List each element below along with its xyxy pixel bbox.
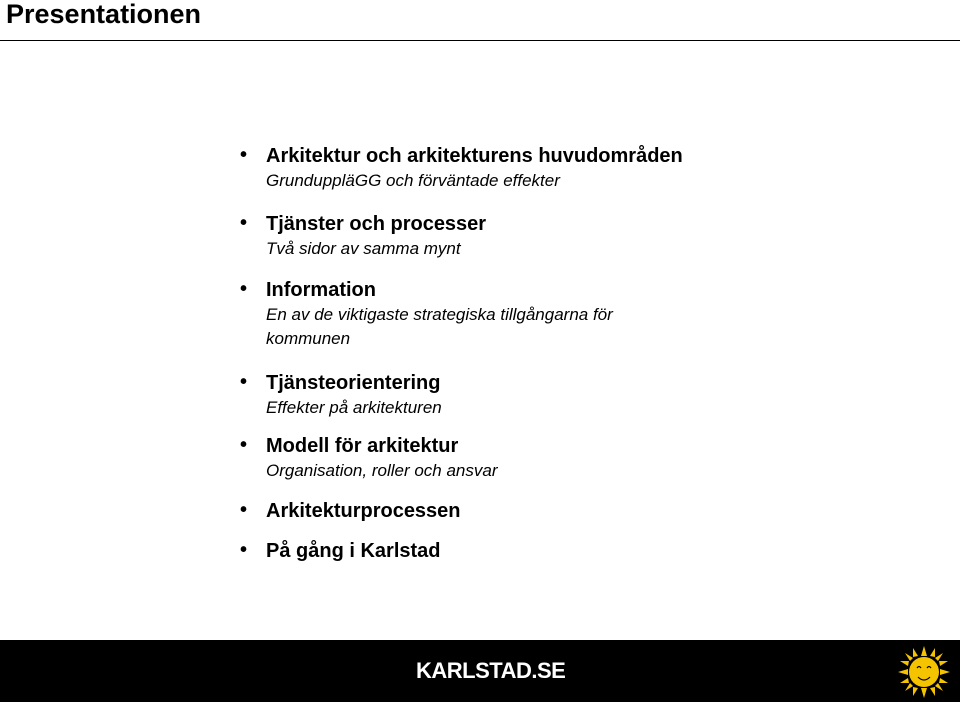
bullet-icon: • [240, 278, 248, 300]
list-item [240, 539, 880, 569]
item-subtext: GrunduppläGG och förväntade effekter [266, 171, 560, 190]
footer-bar [0, 640, 960, 702]
bullet-icon: • [240, 499, 248, 521]
item-heading: Arkitekturprocessen [266, 500, 461, 522]
bullet-icon: • [240, 371, 248, 393]
title-divider [0, 40, 960, 41]
item-heading: Information [266, 279, 376, 301]
item-subtext: En av de viktigaste strategiska tillgångarna för kommunen [266, 305, 613, 348]
footer-brand-link[interactable]: KARLSTAD.SE [416, 658, 566, 683]
list-item [240, 144, 880, 212]
item-subtext: Effekter på arkitekturen [266, 398, 442, 417]
bullet-icon: • [240, 212, 248, 234]
list-item [240, 371, 880, 434]
item-subtext: Två sidor av samma mynt [266, 239, 461, 258]
sun-logo-icon [896, 644, 952, 700]
item-heading: Tjänster och processer [266, 213, 487, 235]
bullet-icon: • [240, 144, 248, 166]
list-item [240, 278, 880, 371]
item-heading: Modell för arkitektur [266, 435, 459, 457]
list-item [240, 212, 880, 278]
item-heading: På gång i Karlstad [266, 540, 441, 562]
bullet-list [240, 144, 880, 569]
bullet-icon: • [240, 539, 248, 561]
list-item [240, 499, 880, 539]
list-item [240, 434, 880, 499]
slide-title: Presentationen [6, 0, 202, 29]
bullet-icon: • [240, 434, 248, 456]
item-heading: Arkitektur och arkitekturens huvudområden [266, 145, 683, 167]
item-subtext: Organisation, roller och ansvar [266, 461, 498, 480]
item-heading: Tjänsteorientering [266, 372, 441, 394]
